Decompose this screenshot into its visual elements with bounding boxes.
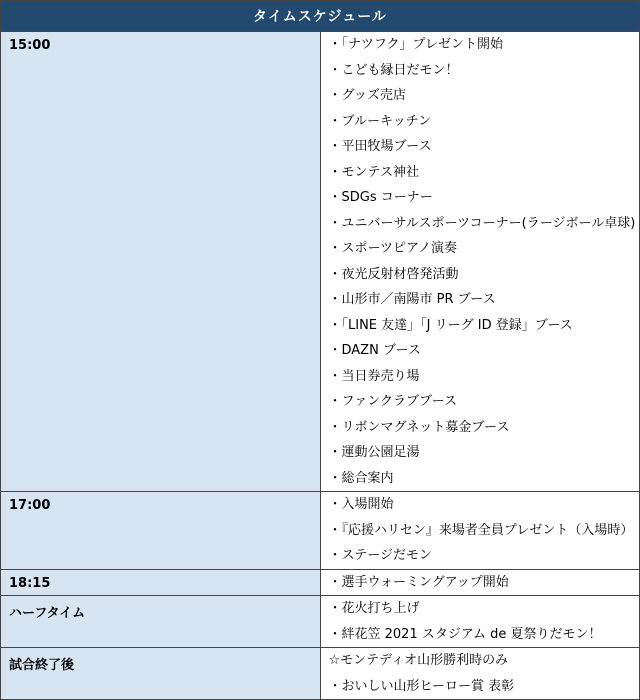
schedule-body	[1, 32, 640, 700]
schedule-item: ・リボンマグネット募金ブース	[328, 419, 510, 435]
schedule-item: ・こども縁日だモン！	[328, 62, 459, 78]
schedule-item: ・グッズ売店	[328, 88, 406, 103]
schedule-item: ・「ナツフク」プレゼント開始	[328, 37, 503, 52]
schedule-row	[1, 492, 640, 570]
schedule-item: ☆モンテディオ山形勝利時のみ	[328, 653, 509, 668]
schedule-item: ・絆花笠 2021 スタジアム de 夏祭りだモン！	[328, 626, 602, 642]
schedule-item: ・当日券売り場	[328, 368, 420, 384]
items-cell	[320, 32, 640, 492]
schedule-item: ・総合案内	[328, 470, 394, 486]
schedule-item: ・モンテス神社	[328, 164, 419, 180]
schedule-item: ・ファンクラブブース	[328, 394, 457, 409]
schedule-row	[1, 569, 640, 596]
time-cell: 18:15	[1, 569, 321, 596]
schedule-item: ・おいしい山形ヒーロー賞 表彰	[328, 678, 515, 694]
schedule-item: ・ユニバーサルスポーツコーナー(ラージボール卓球)	[328, 215, 636, 231]
time-cell: 15:00	[1, 32, 321, 492]
time-cell: 17:00	[1, 492, 321, 570]
items-cell	[320, 596, 640, 648]
schedule-item: ・平田牧場ブース	[328, 139, 432, 154]
schedule-title: タイムスケジュール	[1, 1, 640, 32]
time-cell: 試合終了後	[1, 648, 321, 700]
schedule-row	[1, 32, 640, 492]
schedule-item: ・運動公園足湯	[328, 445, 420, 460]
schedule-item: ・DAZN ブース	[328, 343, 421, 358]
schedule-item: ・「LINE 友達」「J リーグ ID 登録」ブース	[328, 317, 573, 333]
schedule-item: ・山形市／南陽市 PR ブース	[328, 292, 496, 307]
schedule-item: ・入場開始	[328, 497, 394, 512]
schedule-item: ・ブルーキッチン	[328, 113, 432, 129]
schedule-item: ・スポーツピアノ演奏	[328, 241, 457, 256]
schedule-item: ・SDGs コーナー	[328, 190, 433, 205]
schedule-item: ・ステージだモン	[328, 548, 432, 563]
schedule-row	[1, 596, 640, 648]
items-cell	[320, 492, 640, 570]
items-cell	[320, 569, 640, 596]
time-cell: ハーフタイム	[1, 596, 321, 648]
schedule-item: ・『応援ハリセン』来場者全員プレゼント（入場時）	[328, 522, 634, 538]
schedule-item: ・選手ウォーミングアップ開始	[328, 574, 509, 590]
schedule-item: ・花火打ち上げ	[328, 601, 420, 616]
schedule-item: ・夜光反射材啓発活動	[328, 266, 459, 282]
